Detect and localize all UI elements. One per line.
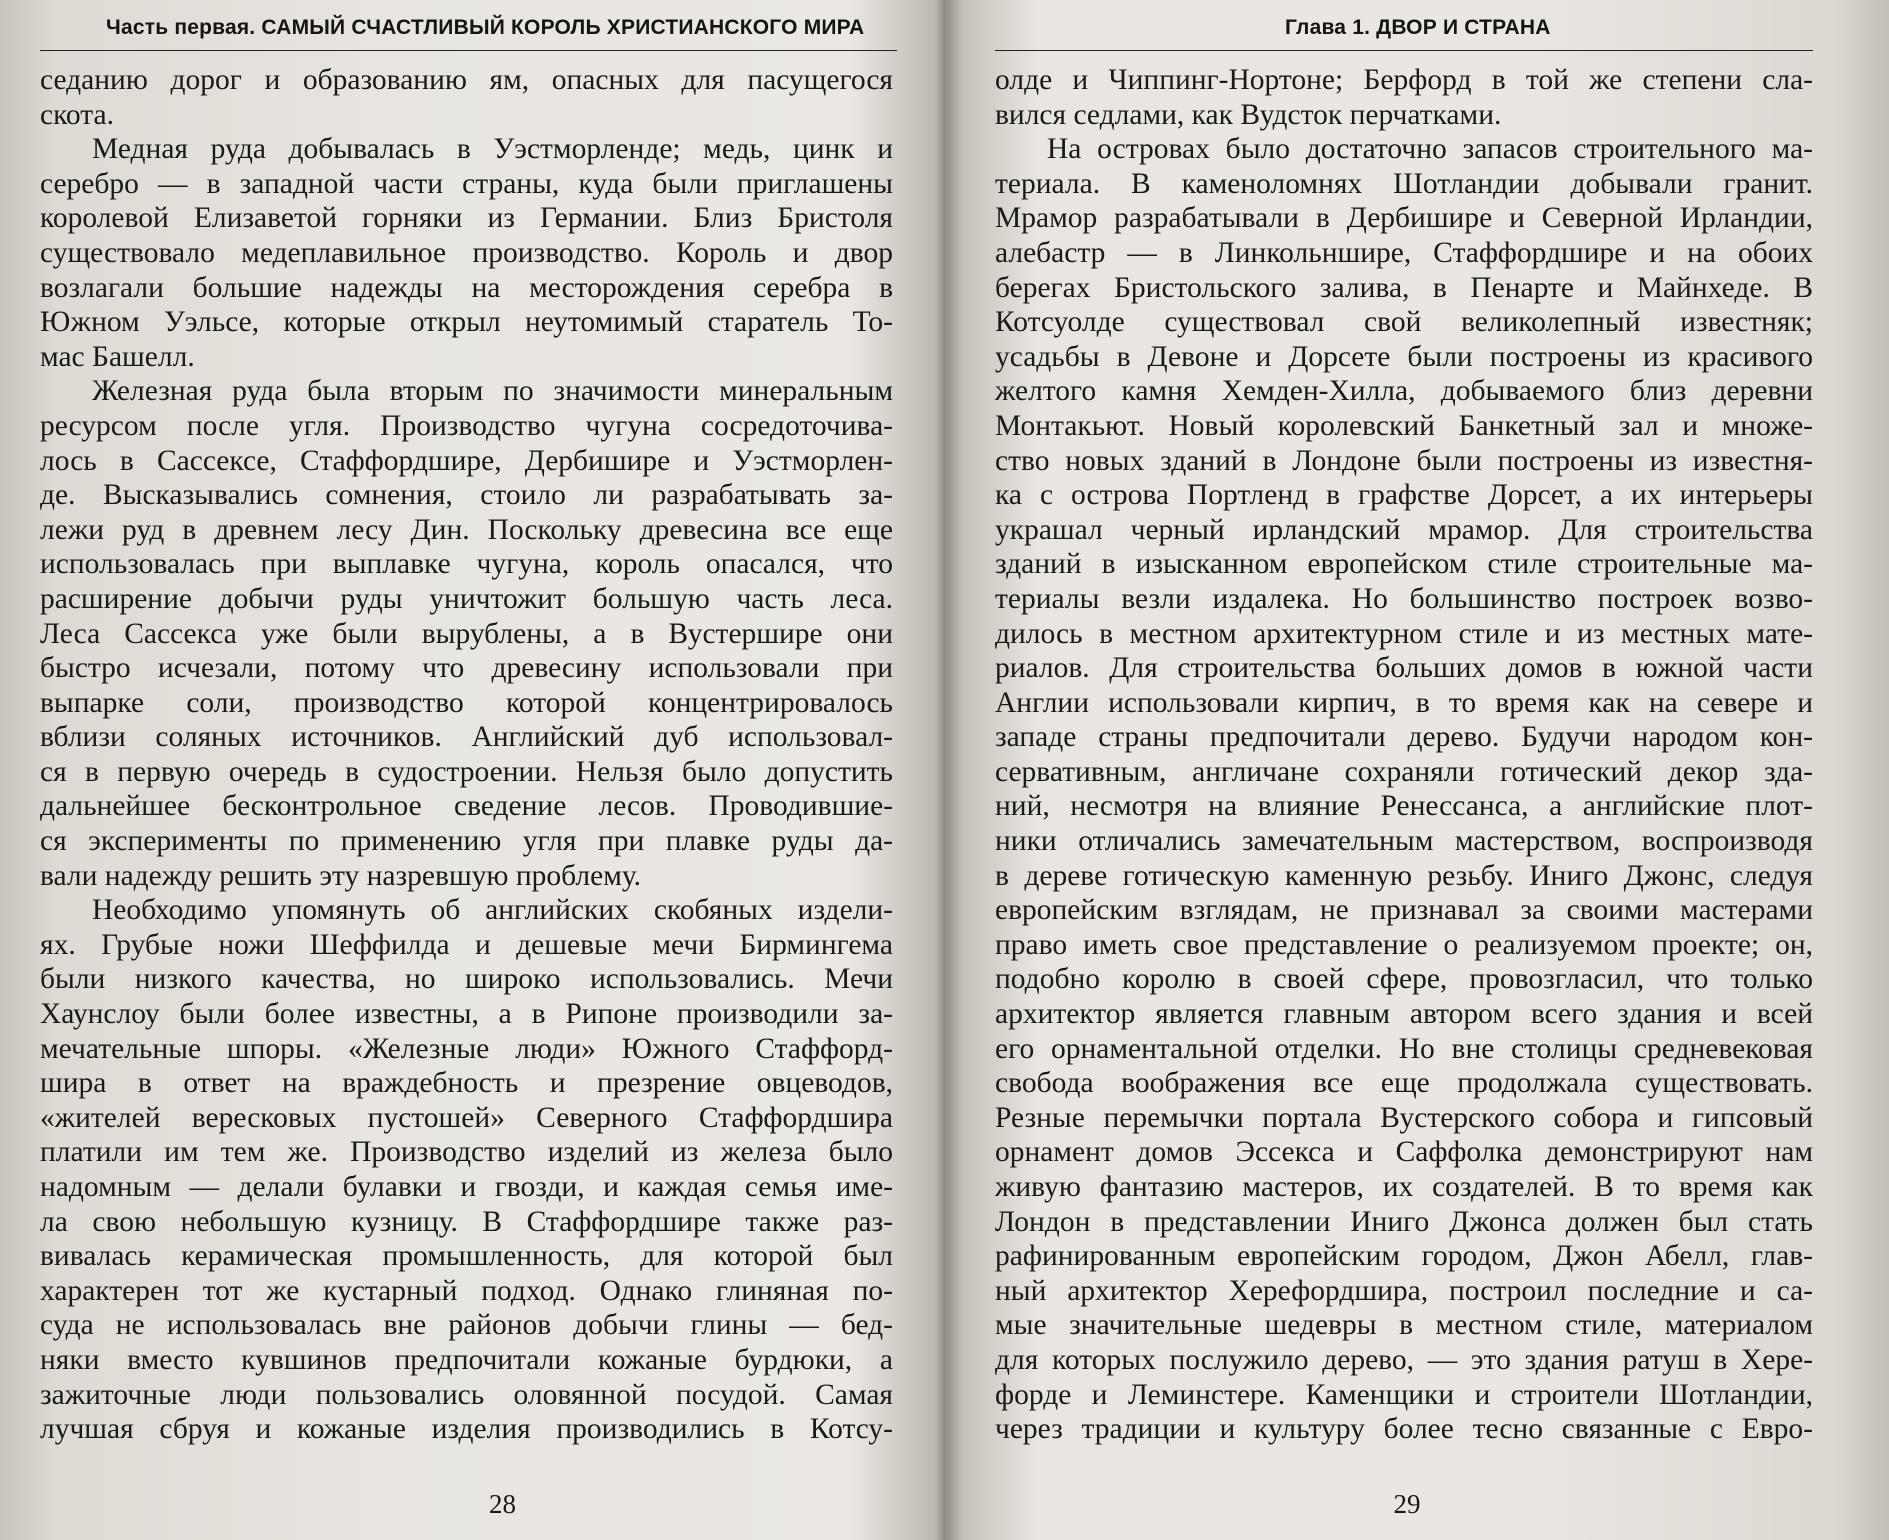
text-line: лежи руд в древнем лесу Дин. Поскольку древесина все еще bbox=[40, 513, 893, 546]
text-line: были низкого качества, но широко использовались. Мечи bbox=[40, 963, 893, 996]
text-line: «жителей вересковых пустошей» Северного Стаффордшира bbox=[40, 1101, 893, 1134]
text-line: желтого камня Хемден-Хилла, добываемого близ деревни bbox=[995, 375, 1813, 408]
text-line: возлагали большие надежды на месторождения серебра в bbox=[40, 271, 893, 304]
text-line: скота. bbox=[40, 98, 115, 131]
text-line: вали надежду решить эту назревшую проблему. bbox=[40, 859, 642, 892]
text-line: териала. В каменоломнях Шотландии добывали гранит. bbox=[995, 167, 1813, 200]
text-line: ресурсом после угля. Производство чугуна сосредоточива- bbox=[40, 409, 893, 442]
text-line: мас Башелл. bbox=[40, 340, 195, 373]
text-line: использовалась при выплавке чугуна, король опасался, что bbox=[40, 548, 893, 581]
text-line: ла свою небольшую кузницу. В Стаффордшире также раз- bbox=[40, 1205, 893, 1238]
text-line: Южном Уэльсе, которые открыл неутомимый старатель То- bbox=[40, 306, 893, 339]
text-line: Англии использовали кирпич, в то время как на севере и bbox=[995, 686, 1813, 719]
text-line: На островах было достаточно запасов строительного ма- bbox=[1047, 133, 1813, 166]
text-line: зданий в изысканном европейском стиле строительные ма- bbox=[995, 548, 1813, 581]
text-line: алебастр — в Линкольншире, Стаффордшире и на обоих bbox=[995, 236, 1813, 269]
text-line: Необходимо упомянуть об английских скобяных издели- bbox=[92, 894, 893, 927]
text-line: характерен тот же кустарный подход. Однако глиняная по- bbox=[40, 1274, 893, 1307]
text-line: Леса Сассекса уже были вырублены, а в Вустершире они bbox=[40, 617, 893, 650]
text-line: зажиточные люди пользовались оловянной посудой. Самая bbox=[40, 1378, 893, 1411]
text-line: Резные перемычки портала Вустерского собора и гипсовый bbox=[995, 1101, 1813, 1134]
text-line: риалов. Для строительства больших домов в южной части bbox=[995, 652, 1813, 685]
text-line: свобода воображения все еще продолжала существовать. bbox=[995, 1067, 1813, 1100]
right-page bbox=[945, 0, 1889, 1540]
text-line: королевой Елизаветой горняки из Германии. Близ Бристоля bbox=[40, 202, 893, 235]
text-line: де. Высказывались сомнения, стоило ли разрабатывать за- bbox=[40, 479, 893, 512]
text-line: ях. Грубые ножи Шеффилда и дешевые мечи Бирмингема bbox=[40, 928, 893, 961]
text-line: Монтакьют. Новый королевский Банкетный зал и множе- bbox=[995, 409, 1813, 442]
text-line: Хаунслоу были более известны, а в Рипоне производили за- bbox=[40, 998, 893, 1031]
text-line: вился седлами, как Вудсток перчатками. bbox=[995, 98, 1502, 131]
text-line: ся эксперименты по применению угля при плавке руды да- bbox=[40, 825, 893, 858]
text-line: серебро — в западной части страны, куда были приглашены bbox=[40, 167, 893, 200]
text-line: мые значительные шедевры в местном стиле, материалом bbox=[995, 1309, 1813, 1342]
text-line: западе страны предпочитали дерево. Будучи народом кон- bbox=[995, 721, 1813, 754]
text-line: расширение добычи руды уничтожит большую часть леса. bbox=[40, 582, 893, 615]
text-line: шира в ответ на враждебность и презрение овцеводов, bbox=[40, 1067, 893, 1100]
text-line: Железная руда была вторым по значимости минеральным bbox=[92, 375, 893, 408]
right-body-text bbox=[995, 63, 1813, 1447]
text-line: берегах Бристольского залива, в Пенарте и Майнхеде. В bbox=[995, 271, 1813, 304]
text-line: в дереве готическую каменную резьбу. Иниго Джонс, следуя bbox=[995, 859, 1813, 892]
right-running-head: Глава 1. ДВОР И СТРАНА bbox=[995, 16, 1813, 51]
text-line: няки вместо кувшинов предпочитали кожаные бурдюки, а bbox=[40, 1343, 893, 1376]
text-line: платили им тем же. Производство изделий из железа было bbox=[40, 1136, 893, 1169]
page-number: 29 bbox=[1393, 1489, 1421, 1519]
text-line: Лондон в представлении Иниго Джонса должен был стать bbox=[995, 1205, 1813, 1238]
text-line: выпарке соли, производство которой концентрировалось bbox=[40, 686, 893, 719]
text-line: лось в Сассексе, Стаффордшире, Дербишире и Уэстморлен- bbox=[40, 444, 893, 477]
text-line: Котсуолде существовал свой великолепный известняк; bbox=[995, 306, 1813, 339]
text-line: ники отличались замечательным мастерством, воспроизводя bbox=[995, 825, 1813, 858]
text-line: право иметь свое представление о реализуемом проекте; он, bbox=[995, 928, 1813, 961]
text-line: дилось в местном архитектурном стиле и из местных мате- bbox=[995, 617, 1813, 650]
text-line: усадьбы в Девоне и Дорсете были построены из красивого bbox=[995, 340, 1813, 373]
text-line: олде и Чиппинг-Нортоне; Берфорд в той же степени сла- bbox=[995, 64, 1813, 96]
text-line: ка с острова Портленд в графстве Дорсет, а их интерьеры bbox=[995, 479, 1813, 512]
text-line: седанию дорог и образованию ям, опасных для пасущегося bbox=[40, 64, 893, 96]
text-line: форде и Леминстере. Каменщики и строители Шотландии, bbox=[995, 1378, 1813, 1411]
left-running-head: Часть первая. САМЫЙ СЧАСТЛИВЫЙ КОРОЛЬ ХРИСТИАНСКОГО МИРА bbox=[40, 16, 897, 51]
text-line: мечательные шпоры. «Железные люди» Южного Стаффорд- bbox=[40, 1032, 893, 1065]
left-body-text bbox=[40, 63, 897, 1447]
text-line: дальнейшее бесконтрольное сведение лесов. Проводившие- bbox=[40, 790, 893, 823]
text-line: Медная руда добывалась в Уэстморленде; медь, цинк и bbox=[92, 133, 893, 166]
text-line: живую фантазию мастеров, их создателей. В то время как bbox=[995, 1171, 1813, 1203]
text-line: архитектор является главным автором всего здания и всей bbox=[995, 998, 1813, 1031]
text-line: для которых послужило дерево, — это здания ратуш в Хере- bbox=[995, 1343, 1813, 1376]
text-line: его орнаментальной отделки. Но вне столицы средневековая bbox=[995, 1032, 1813, 1065]
text-line: через традиции и культуру более тесно связанные с Евро- bbox=[995, 1413, 1813, 1446]
text-line: рафинированным европейским городом, Джон Абелл, глав- bbox=[995, 1240, 1813, 1273]
text-line: орнамент домов Эссекса и Саффолка демонстрируют нам bbox=[995, 1136, 1813, 1169]
text-line: надомным — делали булавки и гвозди, и каждая семья име- bbox=[40, 1171, 893, 1203]
text-line: ство новых зданий в Лондоне были построены из известня- bbox=[995, 444, 1813, 477]
text-line: суда не использовалась вне районов добычи глины — бед- bbox=[40, 1309, 893, 1342]
text-line: териалы везли издалека. Но большинство построек возво- bbox=[995, 582, 1813, 615]
text-line: европейским взглядам, не признавал за своими мастерами bbox=[995, 894, 1813, 927]
text-line: быстро исчезали, потому что древесину использовали при bbox=[40, 652, 893, 685]
text-line: лучшая сбруя и кожаные изделия производились в Котсу- bbox=[40, 1413, 893, 1446]
text-line: вивалась керамическая промышленность, для которой был bbox=[40, 1240, 893, 1273]
text-line: украшал черный ирландский мрамор. Для строительства bbox=[995, 513, 1813, 546]
text-line: существовало медеплавильное производство. Король и двор bbox=[40, 236, 893, 269]
text-line: ся в первую очередь в судостроении. Нельзя было допустить bbox=[40, 755, 893, 788]
text-line: ний, несмотря на влияние Ренессанса, а английские плот- bbox=[995, 790, 1813, 823]
text-line: ный архитектор Херефордшира, построил последние и са- bbox=[995, 1274, 1813, 1307]
text-line: вблизи соляных источников. Английский дуб использовал- bbox=[40, 721, 893, 754]
text-line: Мрамор разрабатывали в Дербишире и Северной Ирландии, bbox=[995, 202, 1813, 235]
text-line: подобно королю в своей сфере, провозгласил, что только bbox=[995, 963, 1813, 996]
text-line: сервативным, англичане сохраняли готический декор зда- bbox=[995, 755, 1813, 788]
page-number: 28 bbox=[489, 1489, 516, 1519]
